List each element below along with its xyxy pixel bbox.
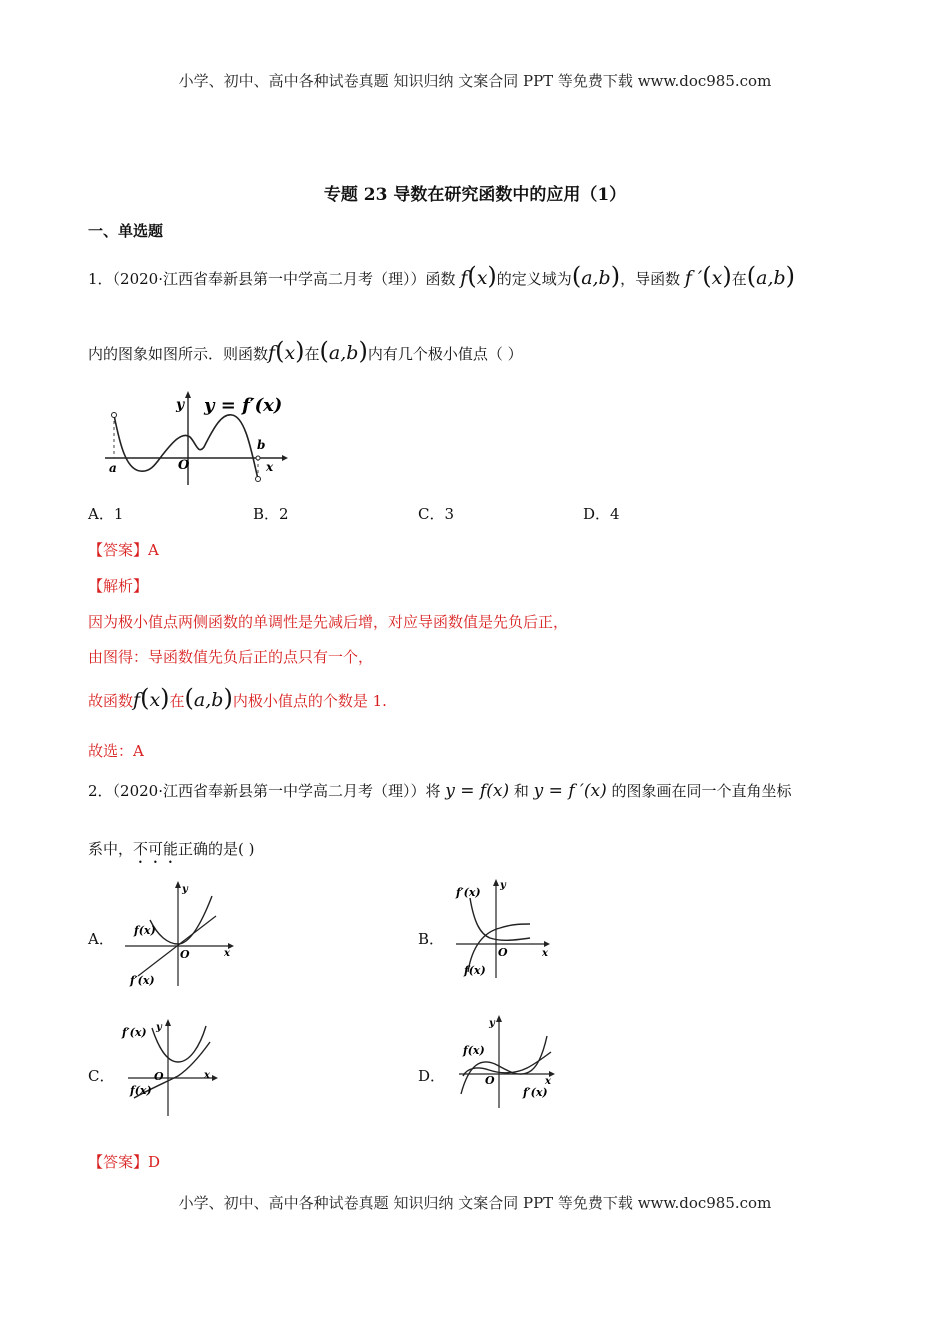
svg-text:O: O [180, 948, 190, 961]
q2-option-d[interactable]: D． [418, 1067, 446, 1085]
q1-option-a[interactable]: A．1 [88, 505, 124, 523]
svg-text:f′(x): f′(x) [122, 1026, 147, 1039]
q2-line1: 2．（2020·江西省奉新县第一中学高二月考（理））将 y = f(x) 和 y = f ′(x) 的图象画在同一个直角坐标 [88, 781, 792, 801]
q2-emphasis: 不可能 [133, 840, 179, 858]
q1-text-in: 在 [731, 270, 747, 288]
svg-text:f′(x): f′(x) [456, 886, 481, 899]
q2-eq2: y = f ′(x) [533, 781, 607, 801]
q2-graph-b [450, 876, 560, 986]
q1-f-2: f(x) [268, 337, 305, 365]
q2-line2: 系中，不可能正确的是( ) [88, 840, 255, 858]
q1-analysis-2: 由图得：导函数值先负后正的点只有一个， [88, 648, 374, 666]
q2-option-c[interactable]: C． [88, 1067, 115, 1085]
q2-graph-d [455, 1012, 575, 1112]
svg-text:f(x): f(x) [463, 1044, 485, 1057]
q2-eq1: y = f(x) [445, 781, 510, 801]
svg-text:y: y [182, 884, 188, 895]
svg-text:O: O [485, 1074, 495, 1087]
q1-line1 [88, 262, 795, 290]
q1-text-def: 的定义域为 [496, 270, 572, 288]
svg-text:f(x): f(x) [130, 1084, 152, 1097]
q1-number: 1． [88, 270, 113, 288]
svg-text:y: y [489, 1018, 495, 1029]
q1-line2 [88, 337, 523, 365]
q1-ab-3: (a,b) [319, 337, 368, 365]
q2-option-a[interactable]: A． [88, 930, 114, 948]
q1-option-d[interactable]: D．4 [583, 505, 620, 523]
svg-text:y: y [500, 880, 506, 891]
svg-text:x: x [224, 948, 230, 959]
q1-text-deriv: ，导函数 [620, 270, 681, 288]
q1-graph-b: b [257, 438, 266, 452]
svg-text:f(x): f(x) [464, 964, 486, 977]
q1-ab-2: (a,b) [746, 262, 796, 290]
q1-graph-a: a [109, 461, 117, 475]
q2-answer: 【答案】D [88, 1153, 161, 1171]
q1-analysis-1: 因为极小值点两侧函数的单调性是先减后增，对应导函数值是先负后正， [88, 613, 569, 631]
q1-graph-label: y = f′(x) [204, 395, 283, 416]
q1-analysis-3: 故函数f(x)在(a,b)内极小值点的个数是 1. [88, 684, 387, 712]
q2-graph-c [118, 1016, 228, 1120]
svg-text:f(x): f(x) [134, 924, 156, 937]
svg-text:f′(x): f′(x) [523, 1086, 548, 1099]
page-footer: 小学、初中、高中各种试卷真题 知识归纳 文案合同 PPT 等免费下载 www.doc985.com [178, 1194, 772, 1212]
q1-answer: 【答案】A [88, 541, 159, 559]
svg-text:x: x [542, 948, 548, 959]
svg-text:x: x [204, 1070, 210, 1081]
q1-text-end: 内有几个极小值点（ ） [367, 345, 523, 363]
svg-text:O: O [154, 1070, 164, 1083]
q1-f: f(x) [460, 262, 497, 290]
q1-option-c[interactable]: C．3 [418, 505, 455, 523]
svg-text:y: y [156, 1022, 162, 1033]
svg-text:f′(x): f′(x) [130, 974, 155, 987]
q1-analysis-label: 【解析】 [88, 577, 149, 595]
q1-text-in2: 内的图象如图所示．则函数 [88, 345, 269, 363]
q1-graph-x: x [266, 460, 274, 474]
svg-text:O: O [498, 946, 508, 959]
page-header: 小学、初中、高中各种试卷真题 知识归纳 文案合同 PPT 等免费下载 www.doc985.com [178, 72, 772, 90]
svg-text:x: x [545, 1076, 551, 1087]
page-title: 专题 23 导数在研究函数中的应用（1） [323, 185, 627, 205]
q1-source: （2020·江西省奉新县第一中学高二月考（理））函数 [112, 270, 456, 288]
section-heading: 一、单选题 [88, 222, 164, 240]
q1-graph-y: y [176, 397, 185, 413]
q1-derivative-graph [100, 385, 290, 490]
q1-ab-1: (a,b) [571, 262, 621, 290]
q1-option-b[interactable]: B．2 [253, 505, 289, 523]
q1-choose: 故选：A [88, 742, 144, 760]
q2-graph-a [120, 878, 240, 990]
q2-option-b[interactable]: B． [418, 930, 445, 948]
q1-graph-o: O [178, 458, 190, 473]
q1-text-in3: 在 [304, 345, 320, 363]
q1-fprime: f ′(x) [684, 262, 732, 290]
